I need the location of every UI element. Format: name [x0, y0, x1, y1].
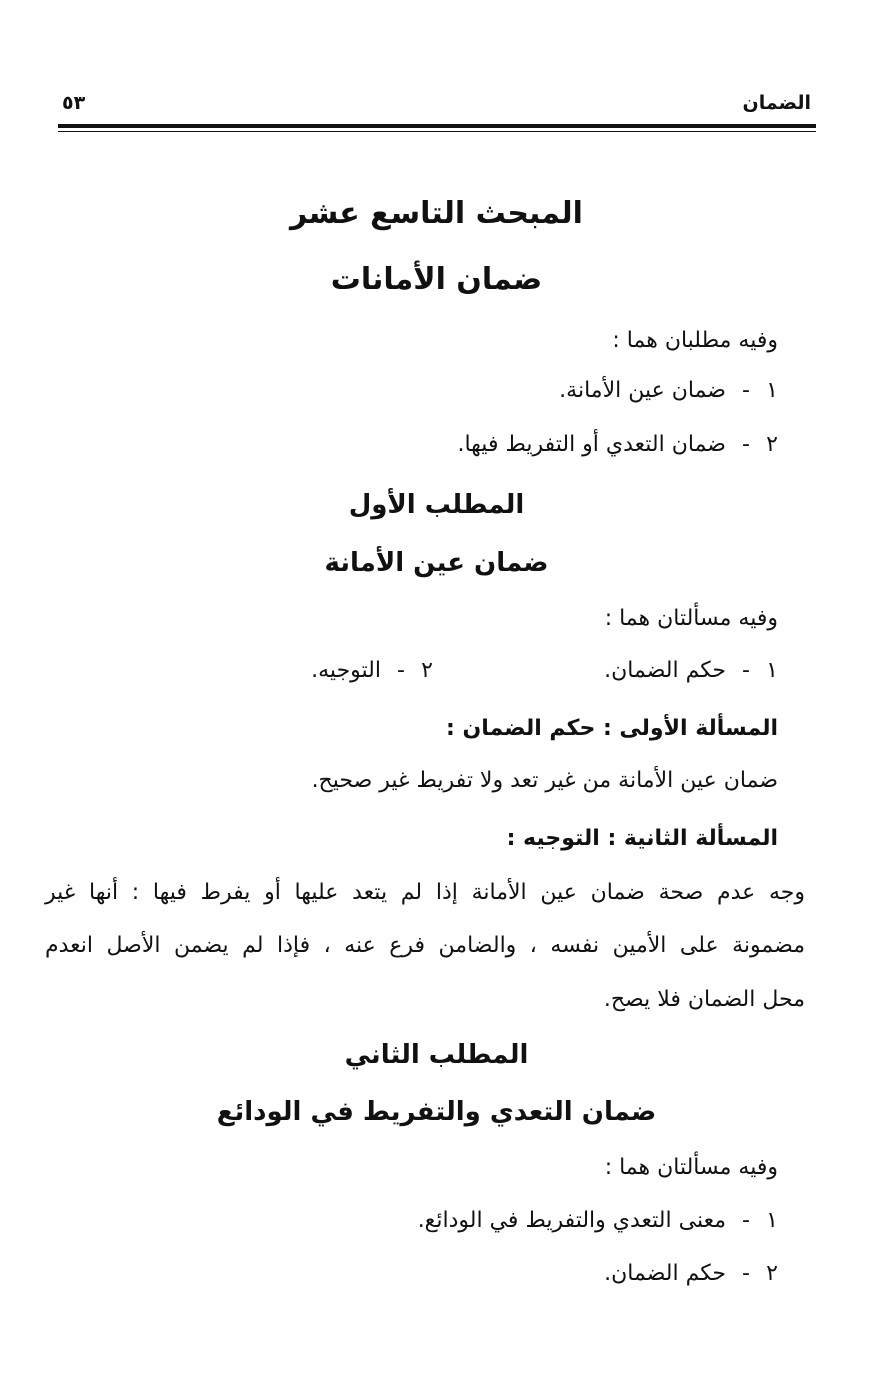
paragraph-line: مضمونة على الأمين نفسه ، والضامن فرع عنه ، فإذا لم يضمن الأصل انعدم [45, 933, 805, 958]
issue1-text: ضمان عين الأمانة من غير تعد ولا تفريط غير صحيح. [311, 768, 778, 793]
item-number: ٢ [766, 1261, 778, 1286]
item-number: ٢ [766, 432, 778, 457]
list-item: ٢-التوجيه. [311, 658, 433, 683]
section1-title: ضمان عين الأمانة [324, 548, 549, 578]
section2-title: ضمان التعدي والتفريط في الودائع [216, 1097, 657, 1127]
section2-intro: وفيه مسألتان هما : [604, 1155, 778, 1180]
item-text: ضمان عين الأمانة. [559, 378, 726, 403]
item-text: معنى التعدي والتفريط في الودائع. [417, 1208, 726, 1233]
item-text: حكم الضمان. [604, 658, 726, 683]
issue2-heading: المسألة الثانية : التوجيه : [506, 826, 778, 851]
list-item: ٢-ضمان التعدي أو التفريط فيها. [457, 432, 778, 457]
running-title: الضمان [742, 92, 811, 114]
issue1-heading: المسألة الأولى : حكم الضمان : [446, 716, 778, 741]
page-number: ٥٣ [62, 92, 86, 114]
chapter-intro: وفيه مطلبان هما : [612, 328, 778, 353]
item-text: ضمان التعدي أو التفريط فيها. [457, 432, 726, 457]
item-number: ١ [766, 658, 778, 683]
header-rule-thin [58, 131, 816, 132]
list-item: ١-ضمان عين الأمانة. [559, 378, 778, 403]
section1-intro: وفيه مسألتان هما : [604, 606, 778, 631]
item-number: ٢ [421, 658, 433, 683]
section1-number-title: المطلب الأول [348, 490, 525, 520]
item-text: حكم الضمان. [604, 1261, 726, 1286]
header-rule [58, 124, 816, 128]
list-item: ١-معنى التعدي والتفريط في الودائع. [417, 1208, 778, 1233]
list-item: ٢-حكم الضمان. [604, 1261, 778, 1286]
item-number: ١ [766, 378, 778, 403]
paragraph-line: محل الضمان فلا يصح. [603, 987, 805, 1012]
item-number: ١ [766, 1208, 778, 1233]
section2-number-title: المطلب الثاني [344, 1040, 529, 1070]
chapter-title: ضمان الأمانات [330, 262, 543, 297]
item-text: التوجيه. [311, 658, 381, 683]
paragraph-line: وجه عدم صحة ضمان عين الأمانة إذا لم يتعد عليها أو يفرط فيها : أنها غير [45, 880, 805, 905]
list-item: ١-حكم الضمان. [604, 658, 778, 683]
chapter-number-title: المبحث التاسع عشر [290, 196, 583, 231]
